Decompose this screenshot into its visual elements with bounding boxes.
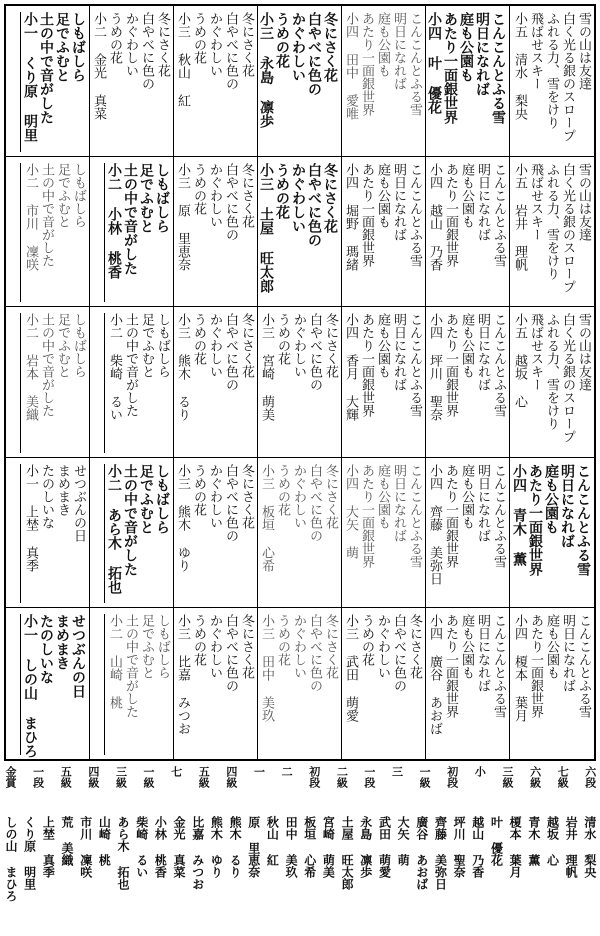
poem-line: 冬にさく花 bbox=[155, 12, 170, 77]
calligraphy-cell bbox=[174, 458, 258, 609]
calligraphy-cell bbox=[510, 458, 594, 609]
poem-line: かぐわしい bbox=[290, 162, 306, 233]
poem-line: うめの花 bbox=[191, 614, 206, 667]
legend-name: 比嘉 みつお bbox=[190, 816, 205, 890]
student-name: 小二 山崎 桃 bbox=[104, 614, 121, 755]
poem-line: 冬にさく花 bbox=[239, 162, 254, 228]
legend-name: 熊木 るり bbox=[228, 816, 243, 878]
poem-line: 土の中で音がした bbox=[39, 162, 54, 267]
poem-line: こんこんとふる雪 bbox=[575, 463, 591, 576]
poem-line: 白やべに色の bbox=[223, 162, 238, 241]
student-name: 小四 堀野 瑪緒 bbox=[342, 163, 357, 303]
calligraphy-cell bbox=[426, 608, 510, 759]
poem-line: うめの花 bbox=[274, 12, 290, 68]
student-name: 小三 武田 萌愛 bbox=[342, 614, 357, 755]
student-name: 小三 熊木 ゆり bbox=[174, 464, 189, 604]
poem-line: 土の中で音がした bbox=[122, 463, 138, 576]
student-name: 小四 廣谷 あおば bbox=[426, 614, 441, 755]
legend-name: 秋山 紅 bbox=[265, 816, 280, 866]
calligraphy-cell bbox=[6, 6, 90, 157]
rank-label: 四級 bbox=[224, 766, 238, 788]
legend-name: 原 里恵奈 bbox=[246, 816, 261, 878]
poem-line: あたり一面銀世界 bbox=[443, 614, 458, 719]
calligraphy-cell bbox=[426, 157, 510, 308]
poem-line: しもばしら bbox=[71, 162, 86, 228]
legend-name: 武田 萌愛 bbox=[377, 816, 392, 878]
student-name: 小五 岩井 理帆 bbox=[510, 163, 526, 303]
poem-line: 白やべに色の bbox=[223, 463, 238, 542]
poem-line: しもばしら bbox=[71, 313, 86, 379]
legend-name: 越坂 心 bbox=[545, 816, 560, 866]
poem-line: 冬にさく花 bbox=[323, 614, 338, 680]
rank-label: 一段 bbox=[31, 766, 45, 788]
poem-line: あたり一面銀世界 bbox=[359, 12, 374, 116]
poem-line: たのしいな bbox=[38, 614, 54, 685]
poem-line: あたり一面銀世界 bbox=[528, 614, 543, 719]
student-name: 小三 宮崎 萌美 bbox=[258, 313, 273, 453]
poem-line: しもばしら bbox=[155, 313, 170, 379]
poem-line: かぐわしい bbox=[291, 463, 306, 529]
poem-line: 雪の山は友達 bbox=[576, 162, 591, 241]
student-name: 小四 齊藤 美弥日 bbox=[426, 464, 441, 604]
calligraphy-cell bbox=[6, 458, 90, 609]
poem-line: 飛ばせスキー bbox=[528, 313, 543, 392]
rank-label: 二級 bbox=[335, 766, 349, 788]
poem-line: 冬にさく花 bbox=[239, 463, 254, 529]
poem-line: ふれる力、雪をけり bbox=[544, 12, 559, 129]
legend-name: 土屋 旺太郎 bbox=[340, 816, 355, 890]
poem-line: かぐわしい bbox=[123, 12, 138, 77]
poem-line: うめの花 bbox=[107, 12, 122, 64]
poem-line: うめの花 bbox=[191, 12, 206, 64]
rank-label: 一 bbox=[252, 766, 266, 777]
poem-line: あたり一面銀世界 bbox=[443, 463, 458, 568]
legend-name: 小林 桃香 bbox=[153, 816, 168, 878]
poem-line: 土の中で音がした bbox=[122, 162, 138, 275]
poem-line: 足でふむと bbox=[138, 463, 154, 534]
poem-line: 白やべに色の bbox=[307, 463, 322, 542]
poem-line: こんこんとふる雪 bbox=[490, 12, 506, 124]
rank-label: 三級 bbox=[114, 766, 128, 788]
poem-line: こんこんとふる雪 bbox=[491, 614, 506, 719]
poem-line: あたり一面銀世界 bbox=[359, 463, 374, 568]
poem-line: しもばしら bbox=[70, 12, 86, 82]
legend-name: 岩井 理帆 bbox=[564, 816, 579, 878]
poem-line: しもばしら bbox=[154, 463, 170, 534]
poem-line: 白く光る銀のスロープ bbox=[560, 162, 575, 293]
legend-name: 荒 美織 bbox=[60, 816, 75, 866]
legend-name: 叶 優花 bbox=[489, 816, 504, 866]
calligraphy-cell bbox=[174, 307, 258, 458]
calligraphy-cell bbox=[174, 157, 258, 308]
poem-line: 冬にさく花 bbox=[239, 313, 254, 379]
poem-line: 明日になれば bbox=[560, 614, 575, 693]
poem-line: せつぶんの日 bbox=[70, 614, 86, 699]
poem-line: こんこんとふる雪 bbox=[407, 162, 422, 267]
poem-line: うめの花 bbox=[275, 614, 290, 667]
legend-name: 坪川 聖奈 bbox=[452, 816, 467, 878]
student-name: 小二 岩本 美織 bbox=[20, 313, 37, 453]
poem-line: 足でふむと bbox=[139, 614, 154, 680]
legend-name: 金光 真菜 bbox=[172, 816, 187, 878]
poem-line: こんこんとふる雪 bbox=[491, 463, 506, 568]
rank-label: 七級 bbox=[556, 766, 570, 788]
poem-line: 明日になれば bbox=[475, 463, 490, 542]
poem-line: ふれる力、雪をけり bbox=[544, 162, 559, 280]
legend-name: 永島 凛歩 bbox=[358, 816, 373, 878]
poem-line: 明日になれば bbox=[474, 12, 490, 96]
poem-line: 明日になれば bbox=[391, 12, 406, 90]
poem-line: うめの花 bbox=[275, 313, 290, 366]
rank-label: 六級 bbox=[528, 766, 542, 788]
student-name: 小二 あら木 拓也 bbox=[104, 464, 121, 604]
poem-line: 足でふむと bbox=[139, 313, 154, 379]
name-row bbox=[4, 816, 596, 902]
student-name: 小一 くり原 明里 bbox=[20, 12, 37, 152]
calligraphy-cell bbox=[510, 157, 594, 308]
poem-line: まめまき bbox=[54, 614, 70, 671]
student-name: 小二 小林 桃香 bbox=[104, 163, 121, 303]
student-name: 小四 榎本 葉月 bbox=[510, 614, 526, 755]
poem-line: 白やべに色の bbox=[139, 12, 154, 90]
poem-line: こんこんとふる雪 bbox=[491, 313, 506, 418]
poem-line: 庭も公園も bbox=[375, 12, 390, 77]
calligraphy-cell bbox=[6, 307, 90, 458]
student-name: 小三 原 里恵奈 bbox=[174, 163, 189, 303]
student-name: 小三 比嘉 みつお bbox=[174, 614, 189, 755]
student-name: 小一 しの山 まひろ bbox=[22, 614, 38, 759]
poem-line: 冬にさく花 bbox=[322, 12, 338, 82]
legend-name: 齊藤 美弥日 bbox=[433, 816, 448, 890]
legend-name: 廣谷 あおば bbox=[414, 816, 429, 890]
calligraphy-cell bbox=[258, 458, 342, 609]
poem-line: こんこんとふる雪 bbox=[491, 162, 506, 267]
calligraphy-cell bbox=[258, 6, 342, 157]
poem-line: 足でふむと bbox=[138, 162, 154, 233]
student-name: 小三 永島 凛歩 bbox=[258, 12, 273, 152]
poem-line: 冬にさく花 bbox=[323, 463, 338, 529]
legend-name: 上埜 真季 bbox=[41, 816, 56, 878]
poem-line: 冬にさく花 bbox=[407, 614, 422, 680]
poem-line: 冬にさく花 bbox=[239, 12, 254, 77]
poem-line: 土の中で音がした bbox=[123, 614, 138, 719]
calligraphy-cell bbox=[174, 608, 258, 759]
poem-line: 白やべに色の bbox=[307, 313, 322, 392]
rank-legend bbox=[4, 764, 596, 932]
poem-line: 土の中で音がした bbox=[38, 12, 54, 124]
poem-line: 庭も公園も bbox=[375, 313, 390, 379]
poem-line: かぐわしい bbox=[291, 614, 306, 680]
calligraphy-cell bbox=[90, 6, 174, 157]
poem-line: 明日になれば bbox=[391, 463, 406, 542]
calligraphy-cell bbox=[90, 458, 174, 609]
poem-line: 白やべに色の bbox=[391, 614, 406, 693]
poem-line: かぐわしい bbox=[207, 162, 222, 228]
student-name: 小四 大矢 萌 bbox=[342, 464, 357, 604]
legend-name: 榎本 葉月 bbox=[508, 816, 523, 878]
calligraphy-cell bbox=[6, 608, 90, 759]
legend-name: 越山 乃香 bbox=[470, 816, 485, 878]
poem-line: 明日になれば bbox=[475, 614, 490, 693]
legend-name: 柴崎 るい bbox=[134, 816, 149, 878]
poem-line: たのしいな bbox=[39, 463, 54, 529]
rank-label: 五級 bbox=[59, 766, 73, 788]
student-name: 小五 清水 梨央 bbox=[510, 12, 526, 152]
poem-line: かぐわしい bbox=[207, 313, 222, 379]
poem-line: かぐわしい bbox=[207, 12, 222, 77]
poem-line: かぐわしい bbox=[290, 12, 306, 82]
poem-line: 足でふむと bbox=[55, 162, 70, 228]
rank-label: 金賞 bbox=[4, 766, 17, 788]
poem-line: うめの花 bbox=[275, 463, 290, 516]
poem-line: うめの花 bbox=[191, 162, 206, 215]
calligraphy-cell bbox=[510, 307, 594, 458]
poem-line: 土の中で音がした bbox=[123, 313, 138, 418]
poem-line: 飛ばせスキー bbox=[528, 12, 543, 90]
poem-line: 飛ばせスキー bbox=[528, 162, 543, 241]
poem-line: かぐわしい bbox=[291, 313, 306, 379]
poem-line: 明日になれば bbox=[475, 313, 490, 392]
student-name: 小三 土屋 旺太郎 bbox=[258, 163, 273, 303]
calligraphy-cell bbox=[342, 458, 426, 609]
poem-line: うめの花 bbox=[191, 463, 206, 516]
poem-line: 雪の山は友達 bbox=[576, 12, 591, 90]
poem-line: こんこんとふる雪 bbox=[407, 313, 422, 418]
poem-line: かぐわしい bbox=[207, 463, 222, 529]
poem-line: こんこんとふる雪 bbox=[576, 614, 591, 719]
poem-line: 白やべに色の bbox=[223, 12, 238, 90]
rank-label: 初段 bbox=[307, 766, 321, 788]
poem-line: 明日になれば bbox=[559, 463, 575, 548]
poem-line: こんこんとふる雪 bbox=[407, 12, 422, 116]
student-name: 小二 市川 凜咲 bbox=[20, 163, 37, 303]
poem-line: 庭も公園も bbox=[458, 12, 474, 82]
poem-line: あたり一面銀世界 bbox=[359, 162, 374, 267]
student-name: 小三 田中 美玖 bbox=[258, 614, 273, 755]
poem-line: 庭も公園も bbox=[543, 463, 559, 534]
rank-label: 六段 bbox=[583, 766, 597, 788]
rank-label: 一級 bbox=[418, 766, 432, 788]
rank-label: 一級 bbox=[142, 766, 156, 788]
calligraphy-cell bbox=[426, 6, 510, 157]
poem-line: 冬にさく花 bbox=[322, 162, 338, 233]
poem-line: 庭も公園も bbox=[459, 162, 474, 228]
poem-line: 明日になれば bbox=[391, 313, 406, 392]
poem-line: 明日になれば bbox=[391, 162, 406, 241]
poem-line: かぐわしい bbox=[207, 614, 222, 680]
poem-line: あたり一面銀世界 bbox=[527, 463, 543, 576]
calligraphy-cell bbox=[342, 157, 426, 308]
legend-name: 田中 美玖 bbox=[284, 816, 299, 878]
legend-name: あら木 拓也 bbox=[116, 816, 131, 890]
calligraphy-cell bbox=[510, 608, 594, 759]
student-name: 小四 坪川 聖奈 bbox=[426, 313, 441, 453]
legend-name: 大矢 萌 bbox=[396, 816, 411, 866]
student-name: 小一 上埜 真季 bbox=[20, 464, 37, 604]
poem-line: あたり一面銀世界 bbox=[359, 313, 374, 418]
rank-label: 三 bbox=[390, 766, 404, 777]
rank-label: 五級 bbox=[197, 766, 211, 788]
poem-line: まめまき bbox=[55, 463, 70, 516]
legend-name: 市川 凜咲 bbox=[78, 816, 93, 878]
calligraphy-cell bbox=[90, 307, 174, 458]
poem-line: しもばしら bbox=[154, 162, 170, 233]
calligraphy-cell bbox=[426, 307, 510, 458]
poem-line: うめの花 bbox=[191, 313, 206, 366]
poem-line: うめの花 bbox=[274, 162, 290, 219]
calligraphy-cell bbox=[426, 458, 510, 609]
rank-row bbox=[4, 766, 596, 788]
student-name: 小二 金光 真菜 bbox=[90, 12, 105, 152]
calligraphy-cell bbox=[342, 608, 426, 759]
calligraphy-cell bbox=[258, 608, 342, 759]
poem-line: ふれる力、雪をけり bbox=[544, 313, 559, 431]
legend-name: 板垣 心希 bbox=[302, 816, 317, 878]
calligraphy-cell bbox=[258, 307, 342, 458]
student-name: 小三 熊木 るり bbox=[174, 313, 189, 453]
poem-line: 土の中で音がした bbox=[39, 313, 54, 418]
calligraphy-cell bbox=[6, 157, 90, 308]
calligraphy-cell bbox=[174, 6, 258, 157]
rank-label: 小 bbox=[473, 766, 487, 777]
poem-line: 白く光る銀のスロープ bbox=[560, 313, 575, 444]
legend-name: しの山 まひろ bbox=[4, 816, 18, 902]
rank-label: 七 bbox=[169, 766, 183, 777]
poem-line: 白やべに色の bbox=[223, 313, 238, 392]
student-name: 小四 青木 薫 bbox=[510, 464, 526, 604]
poem-line: 明日になれば bbox=[475, 162, 490, 241]
poem-line: あたり一面銀世界 bbox=[443, 313, 458, 418]
poem-line: 冬にさく花 bbox=[239, 614, 254, 680]
poem-line: せつぶんの日 bbox=[71, 463, 86, 542]
calligraphy-cell bbox=[90, 608, 174, 759]
rank-label: 初段 bbox=[445, 766, 459, 788]
rank-label: 一段 bbox=[362, 766, 376, 788]
poem-line: 庭も公園も bbox=[375, 162, 390, 228]
calligraphy-cell bbox=[342, 307, 426, 458]
rank-label: 二 bbox=[280, 766, 294, 777]
poem-line: 足でふむと bbox=[54, 12, 70, 82]
poem-line: 白く光る銀のスロープ bbox=[560, 12, 575, 142]
student-name: 小三 秋山 紅 bbox=[174, 12, 189, 152]
legend-name: 山崎 桃 bbox=[97, 816, 112, 866]
poem-line: 庭も公園も bbox=[459, 313, 474, 379]
poem-line: 庭も公園も bbox=[375, 463, 390, 529]
calligraphy-grid bbox=[4, 4, 596, 761]
rank-label: 四級 bbox=[86, 766, 100, 788]
poem-line: 庭も公園も bbox=[459, 463, 474, 529]
poem-line: 白やべに色の bbox=[307, 614, 322, 693]
poem-line: こんこんとふる雪 bbox=[407, 463, 422, 568]
poem-line: 冬にさく花 bbox=[323, 313, 338, 379]
calligraphy-cell bbox=[342, 6, 426, 157]
poem-line: あたり一面銀世界 bbox=[442, 12, 458, 124]
rank-label: 三級 bbox=[500, 766, 514, 788]
legend-name: 青木 薫 bbox=[526, 816, 541, 866]
poem-line: 白やべに色の bbox=[223, 614, 238, 693]
poem-line: しもばしら bbox=[155, 614, 170, 680]
poem-line: うめの花 bbox=[359, 614, 374, 667]
legend-name: 清水 梨央 bbox=[582, 816, 597, 878]
student-name: 小四 香月 大輝 bbox=[342, 313, 357, 453]
poem-line: あたり一面銀世界 bbox=[443, 162, 458, 267]
student-name: 小四 田中 愛唯 bbox=[342, 12, 357, 152]
calligraphy-cell bbox=[510, 6, 594, 157]
poem-line: 庭も公園も bbox=[544, 614, 559, 680]
legend-name: くり原 明里 bbox=[22, 816, 37, 890]
calligraphy-cell bbox=[90, 157, 174, 308]
student-name: 小四 越山 乃香 bbox=[426, 163, 441, 303]
poem-line: 雪の山は友達 bbox=[576, 313, 591, 392]
calligraphy-cell bbox=[258, 157, 342, 308]
poem-line: 庭も公園も bbox=[459, 614, 474, 680]
poem-line: 白やべに色の bbox=[306, 162, 322, 247]
student-name: 小二 柴崎 るい bbox=[104, 313, 121, 453]
poem-line: かぐわしい bbox=[375, 614, 390, 680]
student-name: 小四 叶 優花 bbox=[426, 12, 441, 152]
student-name: 小五 越坂 心 bbox=[510, 313, 526, 453]
student-name: 小三 板垣 心希 bbox=[258, 464, 273, 604]
poem-line: 白やべに色の bbox=[306, 12, 322, 96]
legend-name: 宮崎 萌美 bbox=[321, 816, 336, 878]
poem-line: 足でふむと bbox=[55, 313, 70, 379]
legend-name: 熊木 ゆり bbox=[209, 816, 224, 878]
